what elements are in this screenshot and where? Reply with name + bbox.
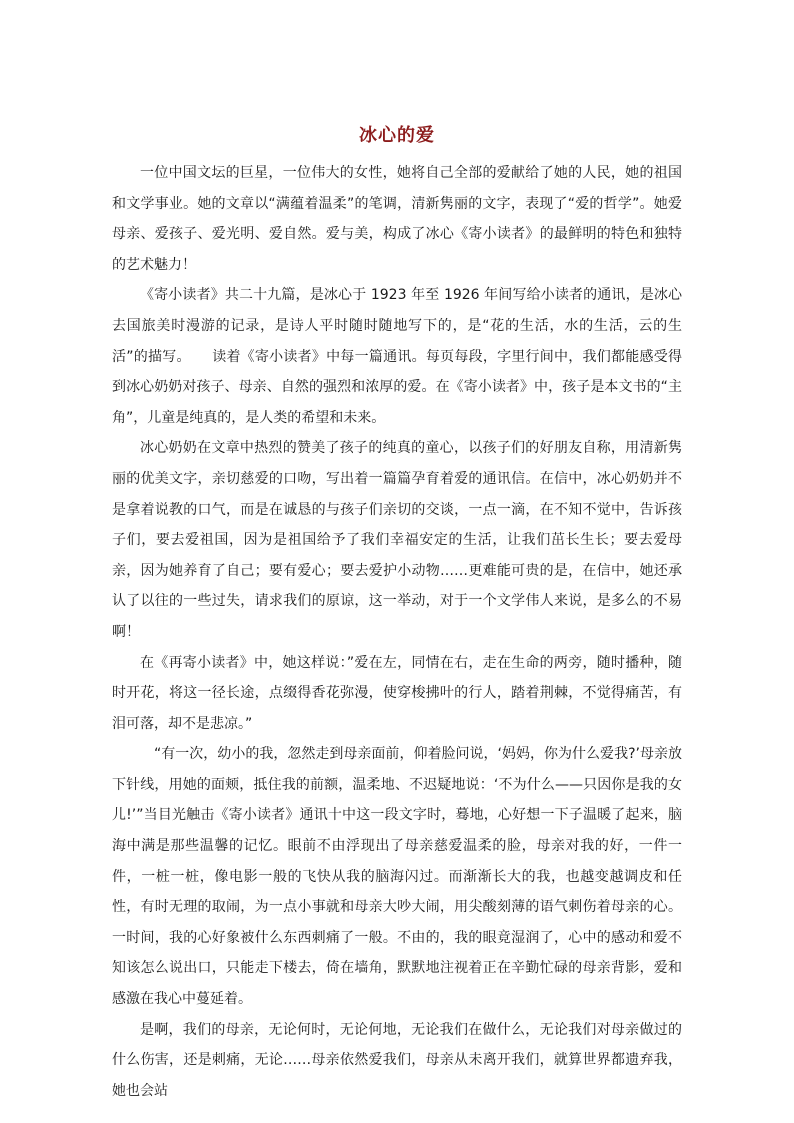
- paragraph: “有一次，幼小的我，忽然走到母亲面前，仰着脸问说，‘妈妈，你为什么爱我?’母亲放下针线，用她的面颊，抵住我的前额，温柔地、不迟疑地说：‘不为什么——只因你是我的女儿!’”当目光触击《寄小读者》通讯十中这一段文字时，蓦地，心好想一下子温暖了起来，脑海中满是那些温馨的记忆。眼前不由浮现出了母亲慈爱温柔的脸，母亲对我的好，一件一件，一桩一桩，像电影一般的飞快从我的脑海闪过。而渐渐长大的我，也越变越调皮和任性，有时无理的取闹，为一点小事就和母亲大吵大闹，用尖酸刻薄的语气刺伤着母亲的心。一时间，我的心好象被什么东西刺痛了一般。不由的，我的眼竟湿润了，心中的感动和爱不知该怎么说出口，只能走下楼去，倚在墙角，默默地注视着正在辛勤忙碌的母亲背影，爱和感激在我心中蔓延着。: [112, 746, 682, 1008]
- document-title: 冰心的爱: [359, 125, 435, 146]
- document-body: [112, 158, 682, 1106]
- paragraph: 在《再寄小读者》中，她这样说：”爱在左，同情在右，走在生命的两旁，随时播种，随时开花，将这一径长途，点缀得香花弥漫，使穿梭拂叶的行人，踏着荆棘，不觉得痛苦，有泪可落，却不是悲凉。”: [112, 654, 682, 732]
- paragraph: 冰心奶奶在文章中热烈的赞美了孩子的纯真的童心，以孩子们的好朋友自称，用清新隽丽的优美文字，亲切慈爱的口吻，写出着一篇篇孕育着爱的通讯信。在信中，冰心奶奶并不是拿着说教的口气，而是在诚恳的与孩子们亲切的交谈，一点一滴，在不知不觉中，告诉孩子们，要去爱祖国，因为是祖国给予了我们幸福安定的生活，让我们茁长生长；要去爱母亲，因为她养育了自己；要有爱心；要去爱护小动物……更难能可贵的是，在信中，她还承认了以往的一些过失，请求我们的原谅，这一举动，对于一个文学伟人来说，是多么的不易啊！: [112, 440, 682, 640]
- paragraph: 是啊，我们的母亲，无论何时，无论何地，无论我们在做什么，无论我们对母亲做过的什么伤害，还是刺痛，无论……母亲依然爱我们，母亲从未离开我们，就算世界都遗弃我，她也会站: [112, 1021, 682, 1099]
- paragraph: 《寄小读者》共二十九篇，是冰心于 1923 年至 1926 年间写给小读者的通讯，是冰心去国旅美时漫游的记录，是诗人平时随时随地写下的，是“花的生活，水的生活，云的生活”的描写。 读着《寄小读者》中每一篇通讯。每页每段，字里行间中，我们都能感受得到冰心奶奶对孩子、母亲、自然的强烈和浓厚的爱。在《寄小读者》中，孩子是本文书的“主角”，儿童是纯真的，是人类的希望和未来。: [112, 287, 682, 426]
- paragraph: 一位中国文坛的巨星，一位伟大的女性，她将自己全部的爱献给了她的人民，她的祖国和文学事业。她的文章以“满蕴着温柔”的笔调，清新隽丽的文字，表现了“爱的哲学”。她爱母亲、爱孩子、爱光明、爱自然。爱与美，构成了冰心《寄小读者》的最鲜明的特色和独特的艺术魅力！: [112, 165, 682, 273]
